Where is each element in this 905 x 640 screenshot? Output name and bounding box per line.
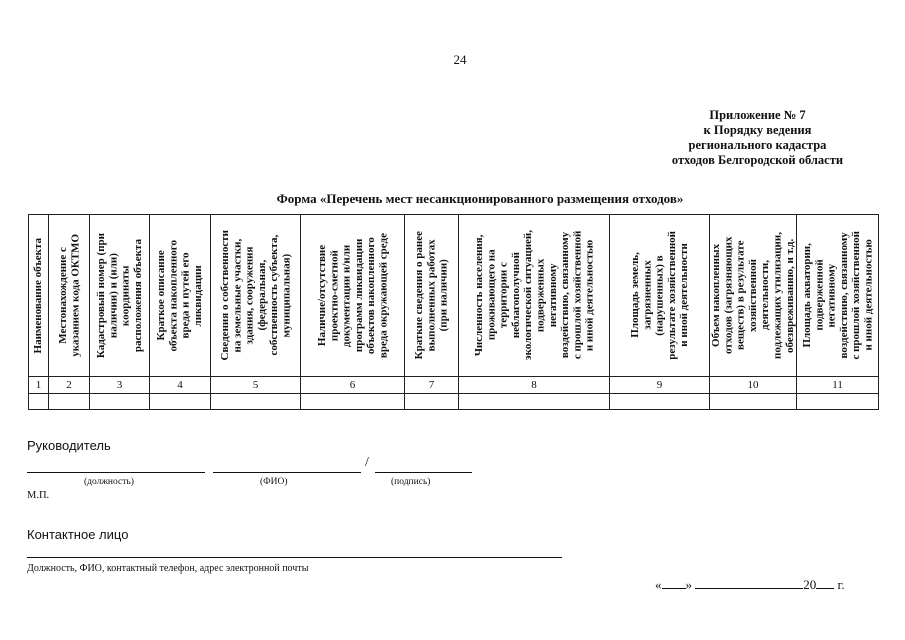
column-number: 4: [150, 377, 211, 394]
name-caption: (ФИО): [260, 477, 288, 487]
header-text: Сведения о собственности на земельные участки, здания, сооружения (федеральная, собственность субъекта, муниципальная): [218, 230, 293, 361]
header-text: Площадь земель, загрязненных (нарушенных) в результате хозяйственной и иной деятельности: [628, 231, 690, 360]
signature-line[interactable]: [375, 472, 472, 473]
column-number: 11: [797, 377, 879, 394]
date-year-suffix: г.: [837, 577, 845, 592]
header-text: Кадастровый номер (при наличии) и (или) координаты расположения объекта: [94, 232, 144, 359]
column-number: 6: [301, 377, 405, 394]
appendix-line: отходов Белгородской области: [671, 153, 844, 167]
header-text: Краткое описание объекта накопленного вреда и путей его ликвидации: [155, 239, 205, 352]
header-text: Наличие/отсутствие проектно-сметной документации и/или программ ликвидации объектов накопленного вреда окружающей среде: [315, 232, 390, 359]
head-label: Руководитель: [27, 438, 111, 453]
separator-slash: /: [365, 455, 369, 470]
table-row: [29, 394, 879, 410]
table-cell[interactable]: [797, 394, 879, 410]
contact-caption: Должность, ФИО, контактный телефон, адрес электронной почты: [27, 563, 309, 574]
signature-caption: (подпись): [391, 477, 431, 487]
header-text: Численность населения, проживающего на территории с неблагополучной экологической ситуацией, подверженных негативному воздействию, связанному с прошлой хозяйственной и иной деятельностью: [472, 230, 596, 361]
name-line[interactable]: [213, 472, 361, 473]
date-open-quote: «: [655, 577, 662, 592]
header-cell: [405, 215, 459, 377]
column-number: 2: [49, 377, 90, 394]
date-year-field[interactable]: [816, 577, 834, 589]
column-number: 10: [710, 377, 797, 394]
column-number: 1: [29, 377, 49, 394]
date-month-field[interactable]: [695, 577, 803, 589]
appendix-line: регионального кадастра: [688, 138, 827, 152]
header-cell: [301, 215, 405, 377]
header-cell: [610, 215, 710, 377]
page-number: 24: [453, 52, 467, 67]
header-cell: [797, 215, 879, 377]
column-number: 9: [610, 377, 710, 394]
column-number: 7: [405, 377, 459, 394]
appendix-line: к Порядку ведения: [703, 123, 812, 137]
header-text: Наименование объекта: [32, 237, 45, 354]
table-cell[interactable]: [710, 394, 797, 410]
date-line: [655, 577, 845, 593]
header-cell: [150, 215, 211, 377]
column-number: 3: [90, 377, 150, 394]
contact-label: Контактное лицо: [27, 527, 129, 542]
date-year-prefix: 20: [803, 577, 817, 592]
contact-line[interactable]: [27, 557, 562, 558]
position-line[interactable]: [27, 472, 205, 473]
form-title: Форма «Перечень мест несанкционированного размещения отходов»: [276, 191, 684, 206]
table-cell[interactable]: [150, 394, 211, 410]
table-cell[interactable]: [405, 394, 459, 410]
appendix-line: Приложение № 7: [709, 108, 806, 122]
column-number: 8: [459, 377, 610, 394]
table-cell[interactable]: [459, 394, 610, 410]
header-text: Местонахождение с указанием кода ОКТМО: [56, 234, 81, 357]
table-cell[interactable]: [610, 394, 710, 410]
date-day-field[interactable]: [662, 577, 686, 589]
column-number: 5: [211, 377, 301, 394]
stamp-label: М.П.: [27, 490, 50, 501]
position-caption: (должность): [84, 477, 134, 487]
date-close-quote: »: [685, 577, 692, 592]
appendix-heading: [645, 108, 870, 168]
table-cell[interactable]: [301, 394, 405, 410]
registry-table: [28, 214, 879, 410]
table-cell[interactable]: [211, 394, 301, 410]
header-cell: [90, 215, 150, 377]
table-cell[interactable]: [90, 394, 150, 410]
header-cell: [459, 215, 610, 377]
header-cell: [710, 215, 797, 377]
header-text: Краткие сведения о ранее выполненных работах (при наличии): [413, 231, 450, 360]
header-cell: [49, 215, 90, 377]
column-number-row: [29, 377, 879, 394]
header-text: Объем накопленных отходов (загрязняющих веществ) в результате хозяйственной деятельности, подлежащих утилизации, обезвреживанию, и т.д.: [710, 232, 796, 359]
header-text: Площадь акватории, подверженной негативному воздействию, связанному с прошлой хозяйственной и иной деятельностью: [800, 231, 875, 360]
table-cell[interactable]: [49, 394, 90, 410]
table-header-row: [29, 215, 879, 377]
table-cell[interactable]: [29, 394, 49, 410]
header-cell: [211, 215, 301, 377]
header-cell: [29, 215, 49, 377]
